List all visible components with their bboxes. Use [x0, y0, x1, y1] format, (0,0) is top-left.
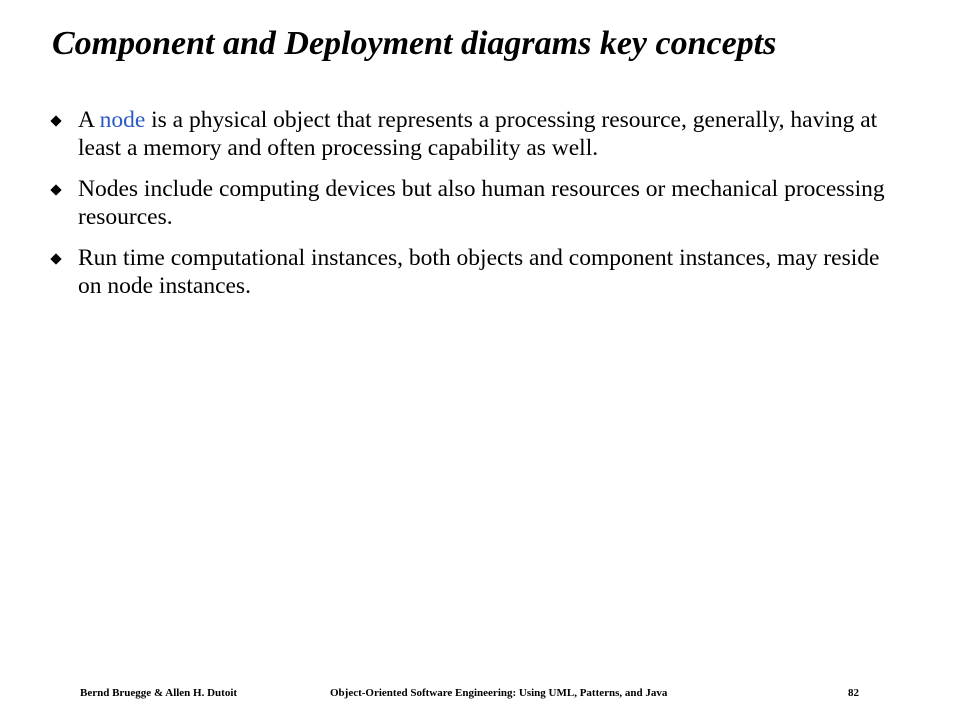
slide-title: Component and Deployment diagrams key concepts: [52, 25, 777, 62]
bullet-item-node-definition: [50, 106, 890, 162]
bullet-item-nodes-include: [50, 175, 890, 231]
bullet-text-rest: is a physical object that represents a processing resource, generally, having at least a memory and often processing capability as well.: [78, 107, 878, 161]
footer-page-number: 82: [848, 687, 859, 699]
footer-book-title: Object-Oriented Software Engineering: Using UML, Patterns, and Java: [330, 687, 668, 699]
bullet-text: Run time computational instances, both objects and component instances, may reside on node instances.: [78, 245, 880, 299]
diamond-bullet-icon: [50, 253, 61, 264]
bullet-item-runtime-instances: [50, 244, 890, 300]
bullet-text-prefix: A: [78, 107, 100, 133]
bullet-list: [50, 106, 890, 313]
highlighted-term-node: node: [99, 107, 146, 133]
diamond-bullet-icon: [50, 184, 61, 195]
footer-authors: Bernd Bruegge & Allen H. Dutoit: [80, 687, 238, 699]
diamond-bullet-icon: [50, 115, 61, 126]
bullet-text: Nodes include computing devices but also human resources or mechanical processing resources.: [78, 176, 885, 230]
